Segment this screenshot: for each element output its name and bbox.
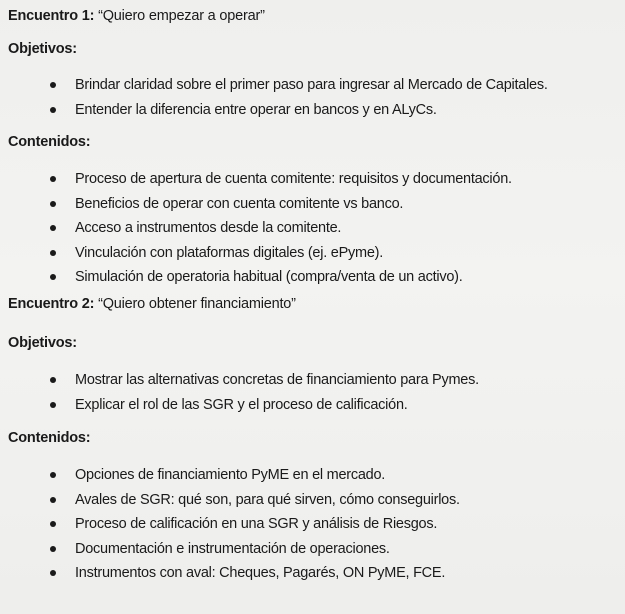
list-item-text: Mostrar las alternativas concretas de financiamiento para Pymes. [75, 372, 479, 388]
list-item-text: Brindar claridad sobre el primer paso para ingresar al Mercado de Capitales. [75, 77, 548, 93]
bullet-icon [50, 472, 56, 478]
bullet-icon [50, 402, 56, 408]
bullet-icon [50, 176, 56, 182]
list-item-text: Avales de SGR: qué son, para qué sirven, cómo conseguirlos. [75, 491, 460, 508]
bullet-icon [50, 521, 56, 527]
encuentro-1-title [8, 8, 265, 24]
list-item-text: Proceso de calificación en una SGR y análisis de Riesgos. [75, 516, 438, 532]
list-item-text: Vinculación con plataformas digitales (ej. ePyme). [75, 244, 384, 261]
bullet-icon [50, 250, 56, 256]
bullet-icon [50, 546, 56, 552]
encuentro-2-objetivos-label: Objetivos: [8, 335, 77, 351]
encuentro-1-title-prefix: Encuentro 1: [8, 8, 99, 24]
bullet-icon [50, 201, 56, 207]
bullet-icon [50, 377, 56, 383]
encuentro-2-contenidos-label: Contenidos: [8, 430, 91, 446]
encuentro-2-title-prefix: Encuentro 2: [8, 296, 99, 312]
bullet-icon [50, 225, 56, 231]
list-item-text: Beneficios de operar con cuenta comitente vs banco. [75, 195, 404, 212]
list-item-text: Instrumentos con aval: Cheques, Pagarés, ON PyME, FCE. [75, 565, 446, 581]
encuentro-1-contenidos-label: Contenidos: [8, 134, 91, 150]
list-item-text: Simulación de operatoria habitual (compra/venta de un activo). [75, 269, 463, 285]
list-item-text: Opciones de financiamiento PyME en el mercado. [75, 467, 386, 483]
bullet-icon [50, 107, 56, 113]
encuentro-1-objetivos-label: Objetivos: [8, 41, 77, 57]
list-item-text: Acceso a instrumentos desde la comitente. [75, 220, 342, 236]
list-item-text: Proceso de apertura de cuenta comitente: requisitos y documentación. [75, 171, 512, 187]
encuentro-2-title [8, 296, 296, 312]
encuentro-2-title-quote: “Quiero obtener financiamiento” [98, 296, 296, 312]
bullet-icon [50, 497, 56, 503]
bullet-icon [50, 82, 56, 88]
bullet-icon [50, 274, 56, 280]
list-item-text: Explicar el rol de las SGR y el proceso de calificación. [75, 396, 408, 413]
bullet-icon [50, 570, 56, 576]
list-item-text: Entender la diferencia entre operar en bancos y en ALyCs. [75, 101, 437, 118]
list-item-text: Documentación e instrumentación de operaciones. [75, 540, 390, 557]
encuentro-1-title-quote: “Quiero empezar a operar” [98, 8, 265, 24]
